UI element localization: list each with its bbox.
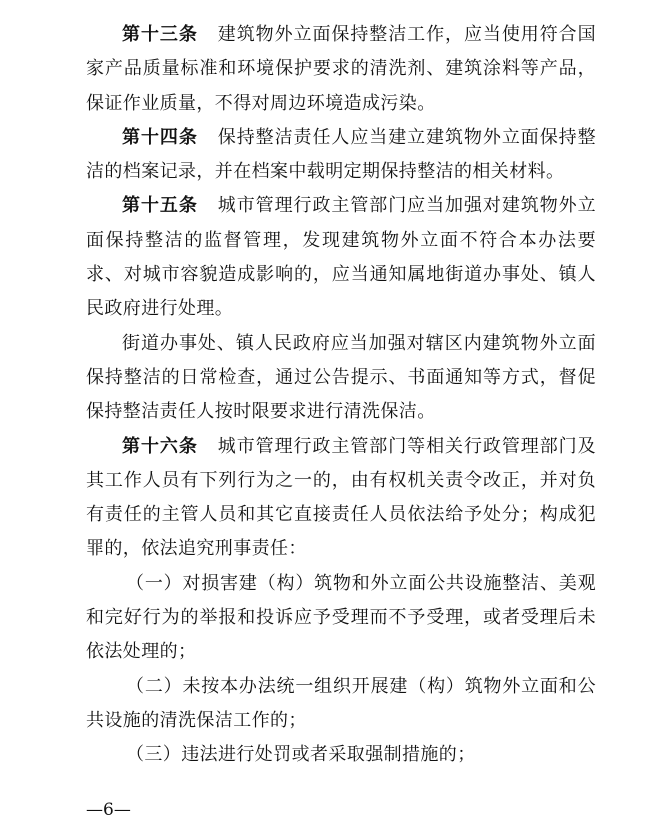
article-16-heading: 第十六条: [122, 435, 198, 457]
article-15-text: 城市管理行政主管部门应当加强对建筑物外立面保持整洁的监督管理，发现建筑物外立面不符合本办法要求、对城市容貌造成影响的，应当通知属地街道办事处、镇人民政府进行处理。: [86, 195, 596, 320]
page-number: —6—: [86, 800, 131, 820]
article-15-paragraph-2: 街道办事处、镇人民政府应当加强对辖区内建筑物外立面保持整洁的日常检查，通过公告提示、书面通知等方式，督促保持整洁责任人按时限要求进行清洗保洁。: [86, 332, 596, 423]
article-16-item-2: （二）未按本办法统一组织开展建（构）筑物外立面和公共设施的清洗保洁工作的；: [86, 675, 596, 731]
article-16: [86, 430, 596, 567]
article-13-heading: 第十三条: [122, 24, 198, 45]
article-16-item-1: （一）对损害建（构）筑物和外立面公共设施整洁、美观和完好行为的举报和投诉应予受理而不予受理，或者受理后未依法处理的；: [86, 572, 596, 663]
article-14-heading: 第十四条: [122, 126, 198, 148]
article-16-item-3: （三）违法进行处罚或者采取强制措施的；: [126, 744, 476, 766]
article-15: [86, 189, 596, 326]
article-13-text: 建筑物外立面保持整洁工作，应当使用符合国家产品质量标准和环境保护要求的清洗剂、建筑涂料等产品，保证作业质量，不得对周边环境造成污染。: [86, 24, 596, 114]
article-15-heading: 第十五条: [122, 195, 198, 217]
article-13: [86, 18, 596, 121]
article-16-text: 城市管理行政主管部门等相关行政管理部门及其工作人员有下列行为之一的，由有权机关责令改正，并对负有责任的主管人员和其它直接责任人员依法给予处分；构成犯罪的，依法追究刑事责任：: [86, 435, 596, 560]
article-14: [86, 121, 596, 190]
article-14-text: 保持整洁责任人应当建立建筑物外立面保持整洁的档案记录，并在档案中载明定期保持整洁的相关材料。: [86, 126, 596, 183]
document-body: [86, 18, 596, 773]
